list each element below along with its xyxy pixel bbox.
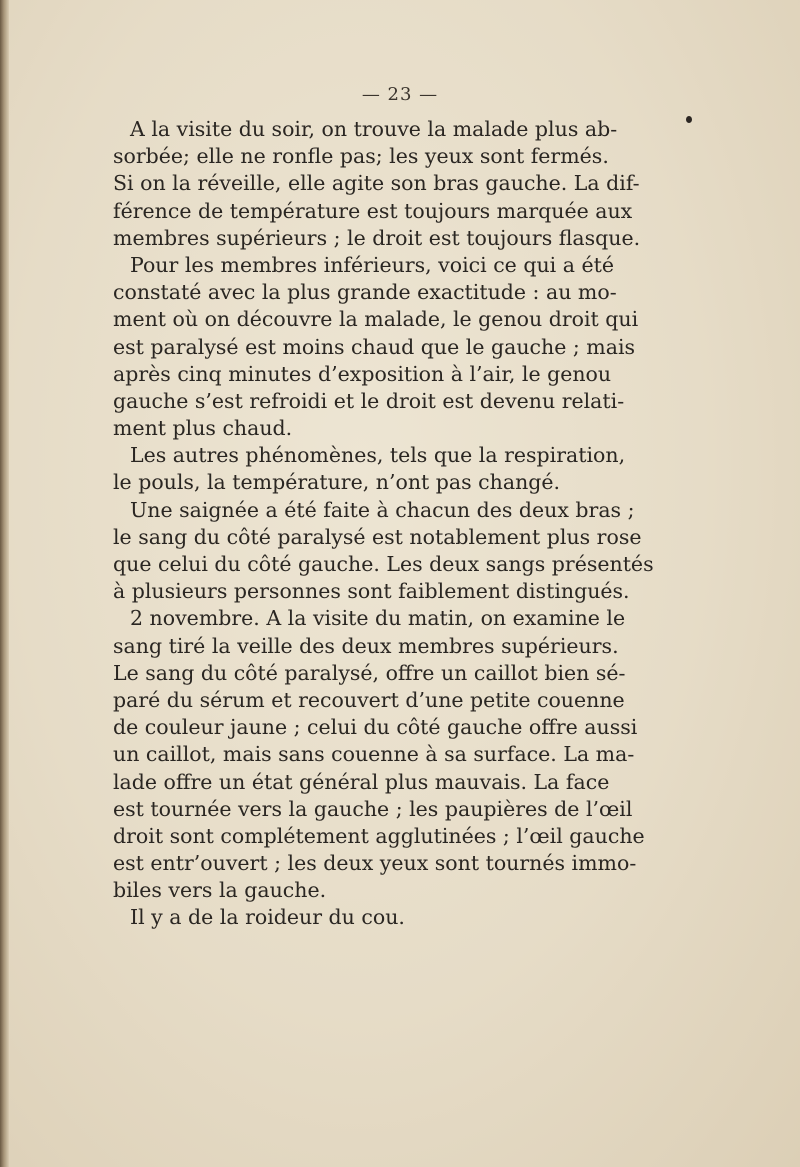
text-line: 2 novembre. A la visite du matin, on examine le (130, 606, 626, 631)
text-line: constaté avec la plus grande exactitude : au mo- (113, 280, 617, 305)
text-line: Le sang du côté paralysé, offre un caillot bien sé- (113, 660, 626, 685)
text-line: gauche s’est refroidi et le droit est devenu relati- (113, 388, 625, 413)
text-line: est paralysé est moins chaud que le gauche ; mais (113, 334, 636, 359)
text-line: sorbée; elle ne ronfle pas; les yeux sont fermés. (113, 144, 609, 169)
body-text (113, 116, 654, 932)
text-line: Pour les membres inférieurs, voici ce qui a été (130, 252, 614, 277)
page-number: — 23 — (361, 84, 439, 105)
text-line: Une saignée a été faite à chacun des deux bras ; (130, 497, 635, 522)
ink-spot (686, 116, 692, 123)
text-line: est entr’ouvert ; les deux yeux sont tournés immo- (113, 851, 637, 876)
text-line: ment plus chaud. (113, 416, 293, 441)
text-line: Si on la réveille, elle agite son bras gauche. La dif- (113, 171, 640, 196)
text-line: que celui du côté gauche. Les deux sangs présentés (113, 552, 654, 576)
text-line: Il y a de la roideur du cou. (130, 905, 405, 930)
text-line: un caillot, mais sans couenne à sa surface. La ma- (113, 742, 635, 767)
text-line: sang tiré la veille des deux membres supérieurs. (113, 633, 619, 658)
text-line: ment où on découvre la malade, le genou droit qui (113, 307, 639, 332)
text-line: le pouls, la température, n’ont pas changé. (113, 470, 561, 495)
text-line: membres supérieurs ; le droit est toujours flasque. (113, 225, 641, 250)
text-line: Les autres phénomènes, tels que la respiration, (130, 443, 626, 468)
text-line: le sang du côté paralysé est notablement plus rose (113, 524, 642, 549)
text-line: A la visite du soir, on trouve la malade plus ab- (130, 117, 618, 141)
text-line: lade offre un état général plus mauvais. La face (113, 769, 610, 794)
text-line: est tournée vers la gauche ; les paupières de l’œil (113, 796, 633, 821)
page-binding-edge (0, 0, 9, 1167)
text-line: de couleur jaune ; celui du côté gauche offre aussi (113, 715, 638, 740)
text-line: biles vers la gauche. (113, 878, 327, 903)
text-line: à plusieurs personnes sont faiblement distingués. (113, 579, 630, 604)
text-line: après cinq minutes d’exposition à l’air, le genou (113, 361, 612, 386)
text-line: férence de température est toujours marquée aux (113, 198, 633, 223)
text-line: paré du sérum et recouvert d’une petite couenne (113, 687, 625, 712)
text-line: droit sont complétement agglutinées ; l’œil gauche (113, 823, 645, 848)
